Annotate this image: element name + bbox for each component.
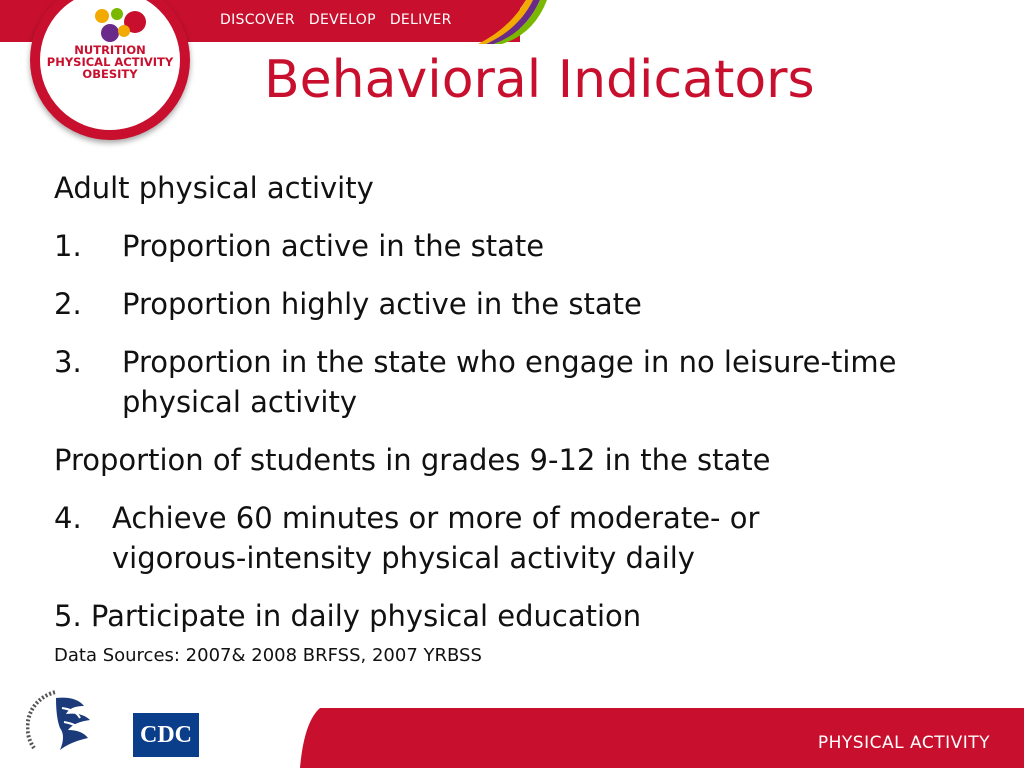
students-heading: Proportion of students in grades 9-12 in the state xyxy=(54,443,771,477)
svg-text:CDC: CDC xyxy=(140,722,192,748)
list-item xyxy=(54,284,954,324)
item-text: Achieve 60 minutes or more of moderate- or vigorous-intensity physical activity daily xyxy=(112,501,760,575)
hhs-eagle-seal-icon xyxy=(26,688,112,758)
list-item xyxy=(54,498,954,578)
nav-develop: DEVELOP xyxy=(308,12,376,28)
logo-line-obesity: OBESITY xyxy=(82,67,138,81)
slide-body xyxy=(54,168,954,686)
item-text: Proportion active in the state xyxy=(122,229,545,263)
item-number: 3. xyxy=(54,345,82,379)
logo-dots-icon xyxy=(90,4,152,44)
nav-discover: DISCOVER xyxy=(220,12,295,28)
adult-heading: Adult physical activity xyxy=(54,171,374,205)
list-item xyxy=(54,342,954,422)
logo-line-physical-activity: PHYSICAL ACTIVITY xyxy=(46,55,174,69)
item-number: 2. xyxy=(54,287,82,321)
banner-stripes-decoration xyxy=(440,0,550,44)
item-text: Proportion in the state who engage in no leisure-time physical activity xyxy=(122,345,897,419)
logo-line-nutrition: NUTRITION xyxy=(74,43,146,57)
banner-nav xyxy=(220,12,452,28)
list-item xyxy=(54,226,954,266)
student-item-5: 5. Participate in daily physical education xyxy=(54,599,642,633)
program-logo xyxy=(30,0,190,140)
nav-deliver: DELIVER xyxy=(389,12,452,28)
item-number: 4. xyxy=(54,501,82,535)
logo-wordmark xyxy=(40,44,180,80)
slide-title: Behavioral Indicators xyxy=(264,50,815,110)
cdc-logo-icon xyxy=(132,712,200,758)
footer-label: PHYSICAL ACTIVITY xyxy=(817,733,990,753)
data-sources: Data Sources: 2007& 2008 BRFSS, 2007 YRBSS xyxy=(54,645,482,666)
item-number: 1. xyxy=(54,229,82,263)
item-text: Proportion highly active in the state xyxy=(122,287,642,321)
